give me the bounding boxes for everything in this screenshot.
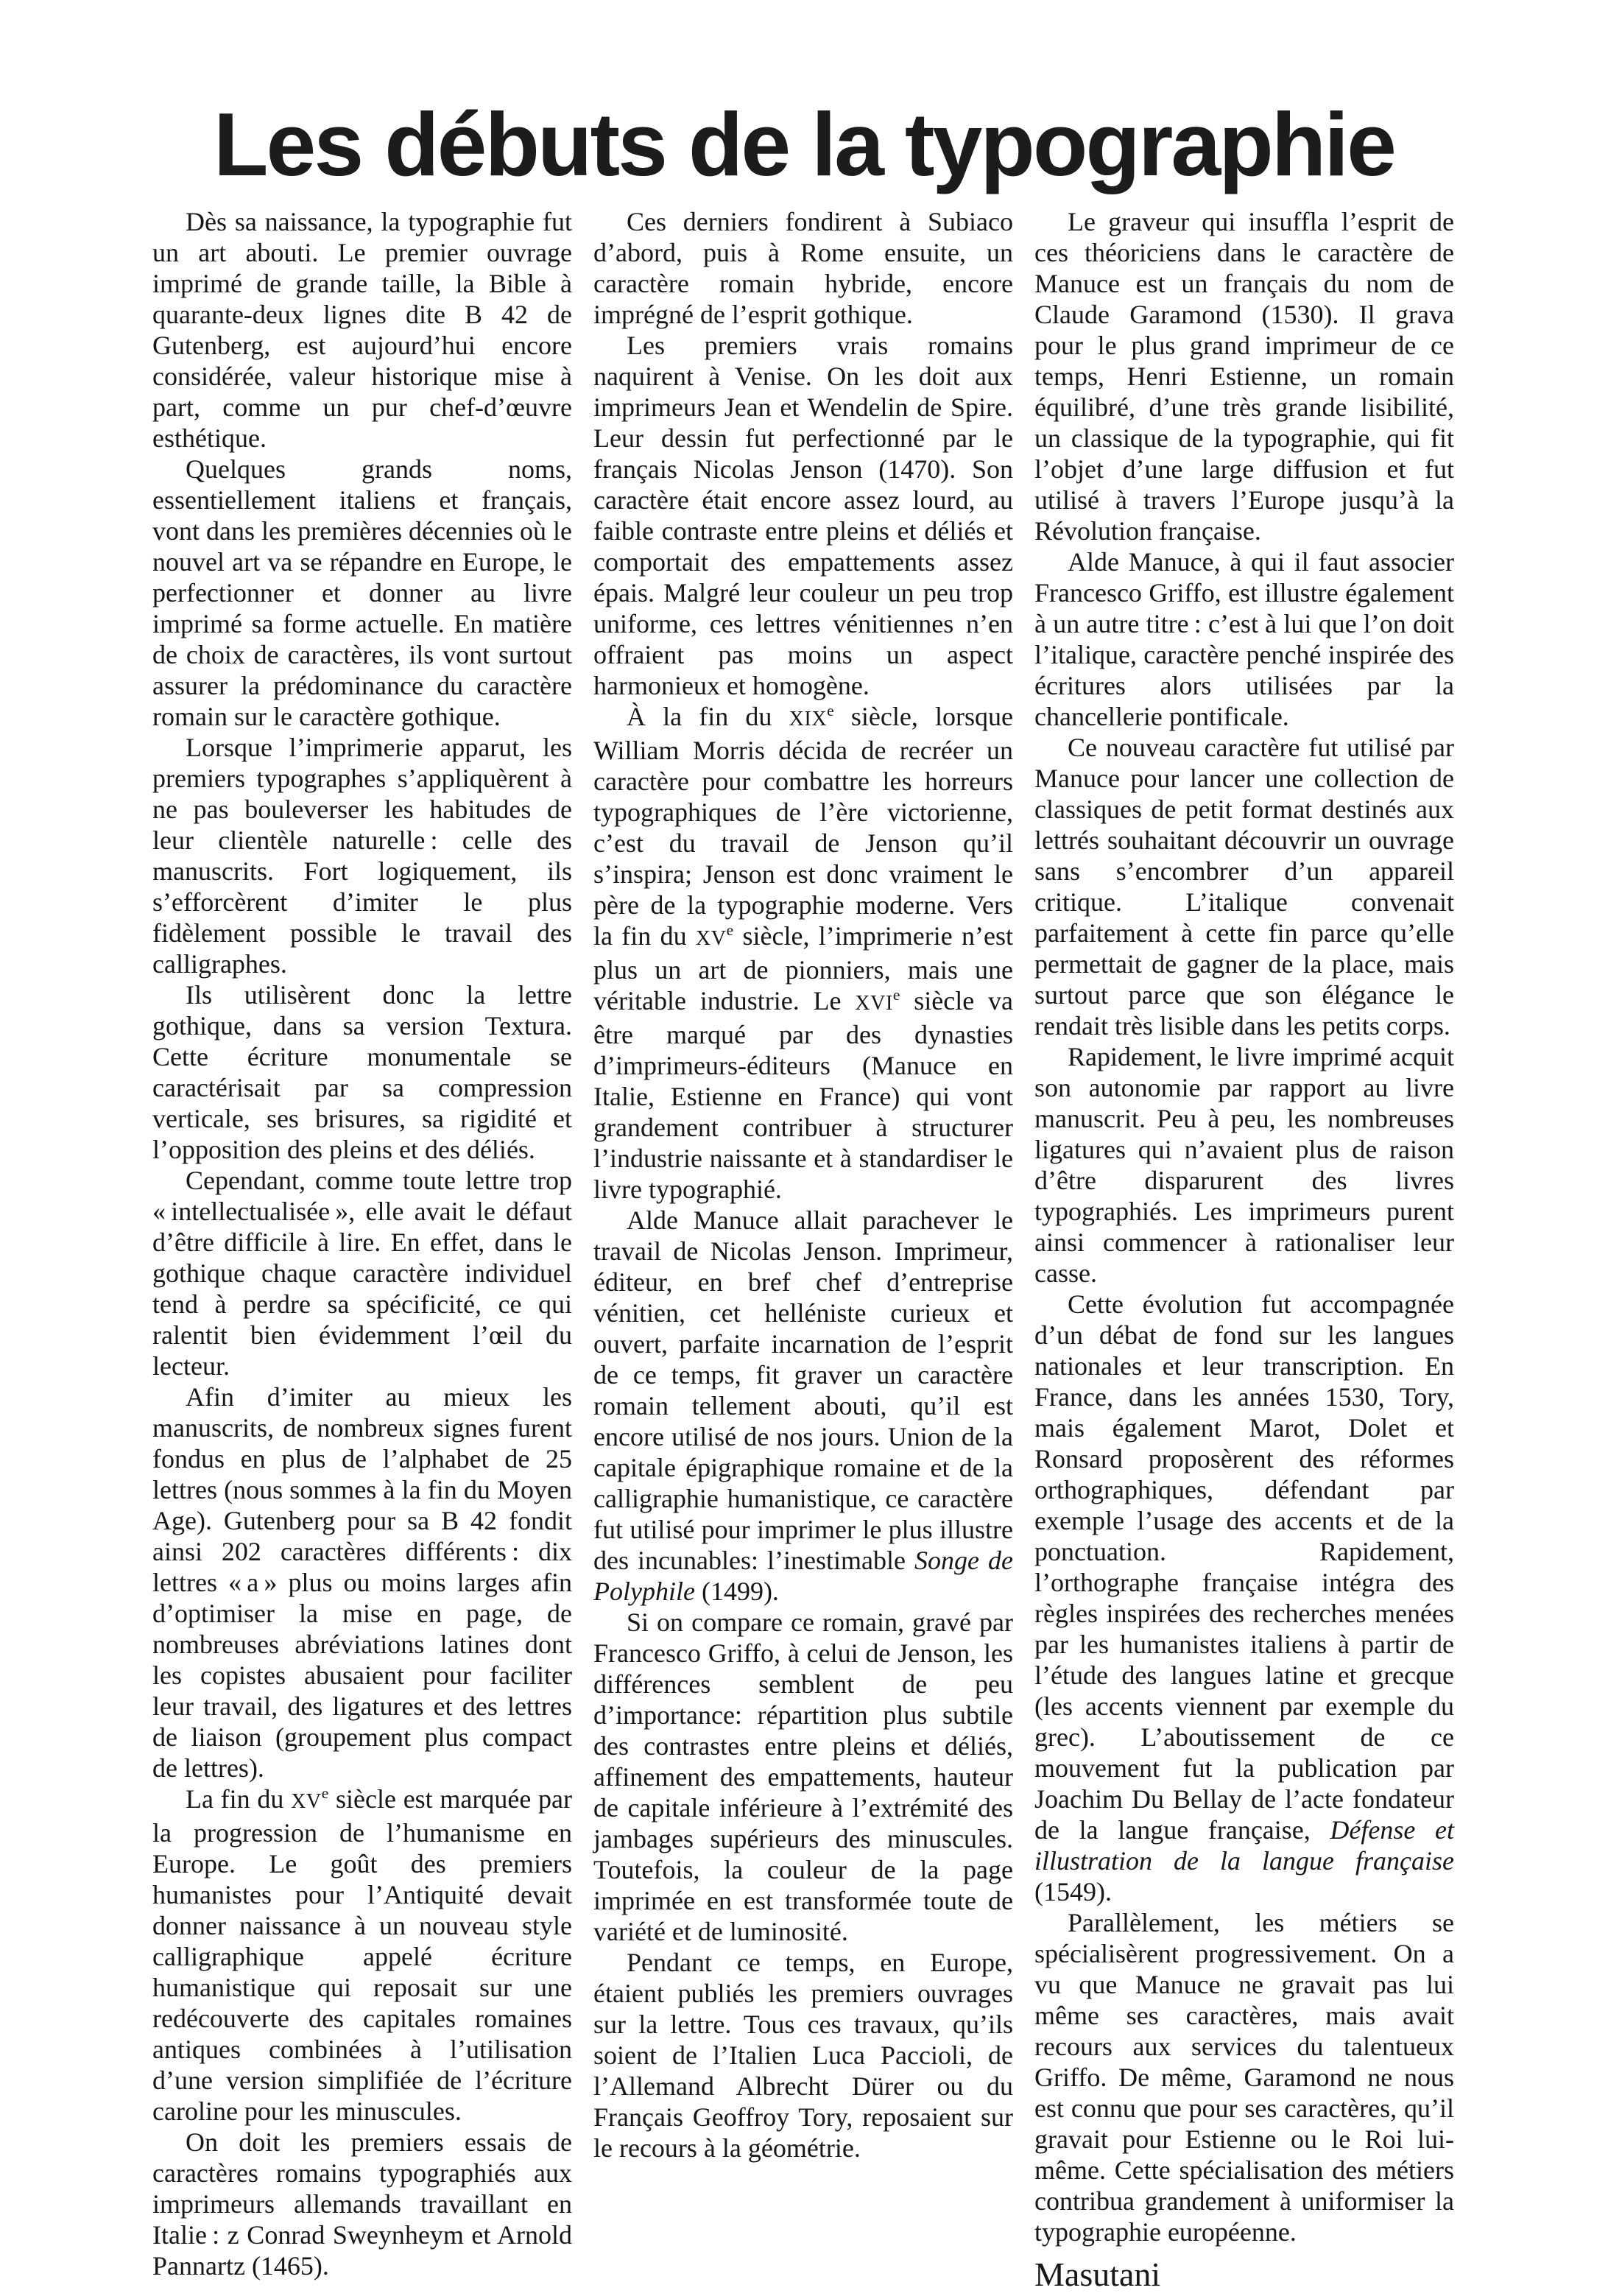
column-1 [152,206,572,2296]
small-caps-numeral: XV [695,927,727,951]
columns-container [152,206,1456,2296]
column-3 [1034,206,1454,2296]
paragraph: Lorsque l’imprimerie apparut, les premiers typographes s’appliquèrent à ne pas bouleverser les habitudes de leur clientèle naturelle : celle des manuscrits. Fort logiquement, ils s’efforcèrent d’imiter le plus fidèlement possible le travail des calligraphes. [152,733,572,979]
italic-title: Songe de Polyphile [593,1546,1013,1607]
paragraph: Alde Manuce allait parachever le travail de Nicolas Jenson. Imprimeur, éditeur, en bref chef d’entreprise vénitien, cet helléniste curieux et ouvert, parfaite incarnation de l’esprit de ce temps, fit graver un caractère romain tellement abouti, qu’il est encore utilisé de nos jours. Union de la capitale épigraphique romaine et de la calligraphie humanistique, ce caractère fut utilisé pour imprimer le plus illustre des incunables: l’inestimable Songe de Polyphile (1499). [593,1205,1013,1607]
paragraph: Rapidement, le livre imprimé acquit son autonomie par rapport au livre manuscrit. Peu à peu, les nombreuses ligatures qui n’avaient plus de raison d’être disparurent des livres typographiés. Les imprimeurs purent ainsi commencer à rationaliser leur casse. [1034,1042,1454,1289]
paragraph: Pendant ce temps, en Europe, étaient publiés les premiers ouvrages sur la lettre. Tous ces travaux, qu’ils soient de l’Italien Luca Paccioli, de l’Allemand Albrecht Dürer ou du Français Geoffroy Tory, reposaient sur le recours à la géométrie. [593,1948,1013,2163]
italic-title: Défense et illustration de la langue française [1034,1815,1454,1876]
page [0,94,1608,2294]
paragraph: Les premiers vrais romains naquirent à Venise. On les doit aux imprimeurs Jean et Wendelin de Spire. Leur dessin fut perfectionné par le français Nicolas Jenson (1470). Son caractère était encore assez lourd, au faible contraste entre pleins et déliés et comportait des empattements assez épais. Malgré leur couleur un peu trop uniforme, ces lettres vénitiennes n’en offraient pas moins un aspect harmonieux et homogène. [593,331,1013,701]
small-caps-numeral: XVI [855,992,893,1015]
paragraph: Cette évolution fut accompagnée d’un débat de fond sur les langues nationales et leur transcription. En France, dans les années 1530, Tory, mais également Marot, Dolet et Ronsard proposèrent des réformes orthographiques, défendant par exemple l’usage des accents et de la ponctuation. Rapidement, l’orthographe française intégra des règles inspirées des recherches menées par les humanistes italiens à partir de l’étude des langues latine et grecque (les accents viennent par exemple du grec). L’aboutissement de ce mouvement fut la publication par Joachim Du Bellay de l’acte fondateur de la langue française, Défense et illustration de la langue française (1549). [1034,1289,1454,1907]
small-caps-numeral: XIX [789,708,828,731]
paragraph: Ces derniers fondirent à Subiaco d’abord, puis à Rome ensuite, un caractère romain hybride, encore imprégné de l’esprit gothique. [593,207,1013,330]
paragraph: Dès sa naissance, la typographie fut un art abouti. Le premier ouvrage imprimé de grande taille, la Bible à quarante-deux lignes dite B 42 de Gutenberg, est aujourd’hui encore considérée, valeur historique mise à part, comme un pur chef-d’œuvre esthétique. [152,207,572,454]
superscript: e [827,702,834,720]
paragraph: Alde Manuce, à qui il faut associer Francesco Griffo, est illustre également à un autre titre : c’est à lui que l’on doit l’italique, caractère penché inspirée des écritures alors utilisées par la chancellerie pontificale. [1034,547,1454,732]
superscript: e [321,1784,329,1803]
small-caps-numeral: XV [291,1790,322,1814]
column-2 [593,206,1013,2296]
paragraph: Quelques grands noms, essentiellement italiens et français, vont dans les premières décennies où le nouvel art va se répandre en Europe, le perfectionner et donner au livre imprimé sa forme actuelle. En matière de choix de caractères, ils vont surtout assurer la prédominance du caractère romain sur le caractère gothique. [152,454,572,732]
paragraph: Le graveur qui insuffla l’esprit de ces théoriciens dans le caractère de Manuce est un français du nom de Claude Garamond (1530). Il grava pour le plus grand imprimeur de ce temps, Henri Estienne, un romain équilibré, d’une très grande lisibilité, un classique de la typographie, qui fit l’objet d’une large diffusion et fut utilisé à travers l’Europe jusqu’à la Révolution française. [1034,207,1454,546]
paragraph: Si on compare ce romain, gravé par Francesco Griffo, à celui de Jenson, les différences semblent de peu d’importance: répartition plus subtile des contrastes entre pleins et déliés, affinement des empattements, hauteur de capitale inférieure à l’extrémité des jambages supérieurs des minuscules. Toutefois, la couleur de la page imprimée en est transformée toute de variété et de luminosité. [593,1607,1013,1947]
superscript: e [726,921,734,940]
paragraph: Cependant, comme toute lettre trop « intellectualisée », elle avait le défaut d’être difficile à lire. En effet, dans le gothique chaque caractère individuel tend à perdre sa spécificité, ce qui ralentit bien évidemment l’œil du lecteur. [152,1166,572,1381]
article-title: Les débuts de la typographie [214,94,1394,194]
paragraph: La fin du XVe siècle est marquée par la progression de l’humanisme en Europe. Le goût des premiers humanistes pour l’Antiquité devait donner naissance à un nouveau style calligraphique appelé écriture humanistique qui reposait sur une redécouverte des capitales romaines antiques combinées à l’utilisation d’une version simplifiée de l’écriture caroline pour les minuscules. [152,1784,572,2127]
paragraph: Ce nouveau caractère fut utilisé par Manuce pour lancer une collection de classiques de petit format destinés aux lettrés souhaitant découvrir un ouvrage sans s’encombrer d’un appareil critique. L’italique convenait parfaitement à cette fin parce qu’elle permettait de gagner de la place, mais surtout parce que son élégance le rendait très lisible dans les petits corps. [1034,733,1454,1041]
paragraph: On doit les premiers essais de caractères romains typographiés aux imprimeurs allemands travaillant en Italie : z Conrad Sweynheym et Arnold Pannartz (1465). [152,2127,572,2281]
superscript: e [892,986,900,1004]
author-signature: Masutani [1034,2255,1161,2294]
paragraph: Afin d’imiter au mieux les manuscrits, de nombreux signes furent fondus en plus de l’alphabet de 25 lettres (nous sommes à la fin du Moyen Age). Gutenberg pour sa B 42 fondit ainsi 202 caractères différents : dix lettres « a » plus ou moins larges afin d’optimiser la mise en page, de nombreuses abréviations latines dont les copistes abusaient pour faciliter leur travail, des ligatures et des lettres de liaison (groupement plus compact de lettres). [152,1382,572,1783]
paragraph: Ils utilisèrent donc la lettre gothique, dans sa version Textura. Cette écriture monumentale se caractérisait par sa compression verticale, ses brisures, sa rigidité et l’opposition des pleins et des déliés. [152,980,572,1165]
paragraph: À la fin du XIXe siècle, lorsque William Morris décida de recréer un caractère pour combattre les horreurs typographiques de l’ère victorienne, c’est du travail de Jenson qu’il s’inspira; Jenson est donc vraiment le père de la typographie moderne. Vers la fin du XVe siècle, l’imprimerie n’est plus un art de pionniers, mais une véritable industrie. Le XVIe siècle va être marqué par des dynasties d’imprimeurs-éditeurs (Manuce en Italie, Estienne en France) qui vont grandement contribuer à structurer l’industrie naissante et à standardiser le livre typographié. [593,702,1013,1205]
paragraph: Parallèlement, les métiers se spécialisèrent progressivement. On a vu que Manuce ne gravait pas lui même ses caractères, mais avait recours aux services du talentueux Griffo. De même, Garamond ne nous est connu que pour ses caractères, qu’il gravait pour Estienne ou le Roi lui-même. Cette spécialisation des métiers contribua grandement à uniformiser la typographie européenne. [1034,1908,1454,2247]
